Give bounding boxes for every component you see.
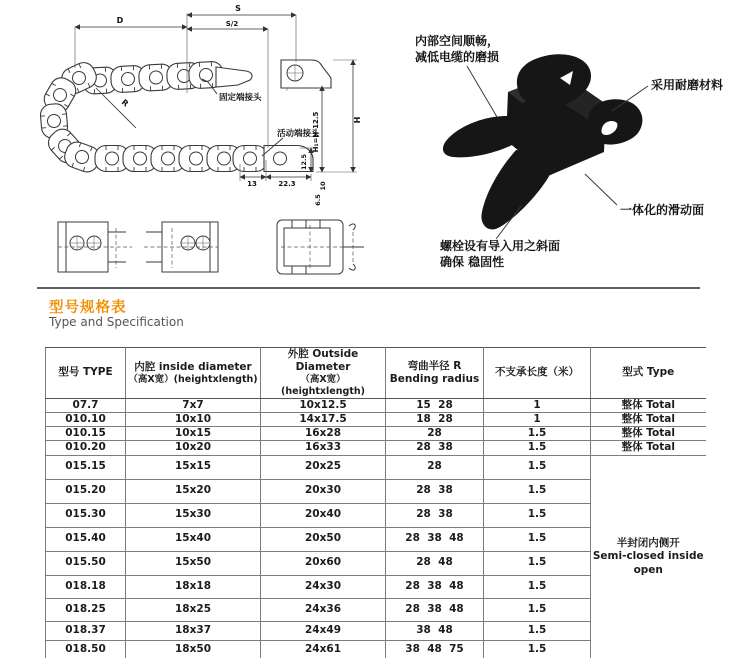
cell-bend-radius: 38 48 75: [386, 640, 484, 658]
product-photo: [443, 54, 642, 229]
cell-unsupported-length: 1.5: [484, 640, 591, 658]
cell-inner-size: 18x37: [126, 621, 261, 640]
table-header-row: [46, 348, 706, 399]
section-title-en: Type and Specification: [49, 315, 184, 329]
annotation-smooth-interior-line1: 内部空间顺畅，: [415, 34, 500, 48]
cell-bend-radius: 28 38: [386, 479, 484, 503]
cell-unsupported-length: 1.5: [484, 621, 591, 640]
cell-bend-radius: 28 38 48: [386, 575, 484, 598]
table-row: [46, 413, 706, 427]
section-divider: [37, 287, 700, 289]
fixed-end-label: 固定端接头: [219, 93, 262, 103]
cell-bend-radius: 28 48: [386, 551, 484, 575]
cell-outer-size: 16x28: [261, 427, 386, 441]
cell-bend-radius: 28 38 48: [386, 598, 484, 621]
cell-unsupported-length: 1: [484, 413, 591, 427]
technical-drawings: [0, 0, 730, 292]
cell-model: 015.50: [46, 551, 126, 575]
cell-model: 015.15: [46, 455, 126, 479]
cross-section-1: [58, 222, 132, 272]
cell-form-type: 整体 Total: [591, 427, 706, 441]
cell-bend-radius: 18 28: [386, 413, 484, 427]
cross-sections: [58, 220, 364, 274]
cell-outer-size: 16x33: [261, 441, 386, 455]
cell-model: 010.20: [46, 441, 126, 455]
dimension-annotations: [75, 4, 362, 206]
dim-label-13: 13: [247, 180, 257, 188]
dim-label-10: 10: [319, 181, 327, 191]
cell-inner-size: 7x7: [126, 399, 261, 413]
cell-model: 010.10: [46, 413, 126, 427]
cell-model: 018.25: [46, 598, 126, 621]
cell-inner-size: 18x18: [126, 575, 261, 598]
dim-label-r: R: [119, 97, 131, 109]
cell-model: 018.18: [46, 575, 126, 598]
mounting-bracket-detail: [281, 60, 331, 91]
cell-unsupported-length: 1.5: [484, 503, 591, 527]
merged-type-cn: 半封闭内侧开: [616, 537, 680, 550]
cell-outer-size: 14x17.5: [261, 413, 386, 427]
annotation-wear-resistant: 采用耐磨材料: [651, 78, 724, 92]
cell-inner-size: 18x25: [126, 598, 261, 621]
cell-unsupported-length: 1.5: [484, 441, 591, 455]
cell-model: 015.30: [46, 503, 126, 527]
dim-label-d: D: [116, 16, 124, 25]
header-outer-diameter: [261, 348, 386, 399]
cell-form-type: 整体 Total: [591, 413, 706, 427]
cell-inner-size: 18x50: [126, 640, 261, 658]
cell-inner-size: 15x15: [126, 455, 261, 479]
table-row: [46, 441, 706, 455]
cell-outer-size: 20x30: [261, 479, 386, 503]
cell-model: 010.15: [46, 427, 126, 441]
table-row: [46, 455, 706, 479]
cross-section-2: [144, 222, 218, 272]
cell-form-type-merged: [591, 455, 706, 658]
header-form-type: 型式 Type: [591, 348, 706, 399]
cell-bend-radius: 28: [386, 427, 484, 441]
cell-unsupported-length: 1.5: [484, 427, 591, 441]
cell-inner-size: 15x40: [126, 527, 261, 551]
table-row: [46, 399, 706, 413]
cell-bend-radius: 28: [386, 455, 484, 479]
fixed-end-bracket: [216, 67, 252, 87]
cell-unsupported-length: 1.5: [484, 527, 591, 551]
header-radius-line2: Bending radius: [389, 373, 480, 385]
dim-label-h: H: [353, 116, 362, 124]
drag-chain-side-view: [40, 59, 331, 175]
annotation-smooth-interior-line2: 减低电缆的磨损: [415, 50, 500, 64]
cell-outer-size: 24x36: [261, 598, 386, 621]
cell-bend-radius: 38 48: [386, 621, 484, 640]
cell-unsupported-length: 1: [484, 399, 591, 413]
header-unsupported-length: 不支承长度（米）: [484, 348, 591, 399]
cell-inner-size: 15x50: [126, 551, 261, 575]
header-radius-line1: 弯曲半径 R: [407, 359, 462, 372]
cell-bend-radius: 28 38 48: [386, 527, 484, 551]
section-title-cn: 型号规格表: [49, 300, 127, 316]
cell-unsupported-length: 1.5: [484, 575, 591, 598]
cell-bend-radius: 28 38: [386, 441, 484, 455]
dim-label-12-5: 12.5: [300, 153, 308, 171]
cell-form-type: 整体 Total: [591, 399, 706, 413]
cell-model: 018.37: [46, 621, 126, 640]
spec-table: [45, 347, 706, 658]
cell-unsupported-length: 1.5: [484, 598, 591, 621]
table-row: [46, 427, 706, 441]
cell-outer-size: 10x12.5: [261, 399, 386, 413]
dim-label-s: S: [235, 4, 241, 13]
dim-label-6-5: 6.5: [314, 194, 322, 206]
header-model: 型号 TYPE: [46, 348, 126, 399]
cell-model: 07.7: [46, 399, 126, 413]
cell-outer-size: 20x60: [261, 551, 386, 575]
cell-outer-size: 24x49: [261, 621, 386, 640]
cell-inner-size: 15x30: [126, 503, 261, 527]
header-bending-radius: [386, 348, 484, 399]
cell-model: 015.40: [46, 527, 126, 551]
cell-model: 018.50: [46, 640, 126, 658]
cell-outer-size: 20x50: [261, 527, 386, 551]
cell-bend-radius: 28 38: [386, 503, 484, 527]
merged-type-en: Semi-closed inside open: [592, 550, 704, 576]
cell-outer-size: 20x25: [261, 455, 386, 479]
cell-form-type: 整体 Total: [591, 441, 706, 455]
cell-bend-radius: 15 28: [386, 399, 484, 413]
cell-inner-size: 15x20: [126, 479, 261, 503]
header-inner-line1: 内腔 inside diameter: [134, 360, 252, 373]
cell-inner-size: 10x10: [126, 413, 261, 427]
cell-outer-size: 24x30: [261, 575, 386, 598]
movable-end-label: 活动端接头: [277, 129, 320, 139]
cross-section-3: [277, 220, 364, 274]
cell-unsupported-length: 1.5: [484, 479, 591, 503]
dim-label-22-3: 22.3: [278, 180, 296, 188]
annotation-bolt-chamfer-line2: 确保 稳固性: [440, 255, 505, 269]
header-outer-line2: （高X宽）(heightxlength): [281, 374, 365, 398]
header-inner-diameter: [126, 348, 261, 399]
header-outer-line1: 外腔 Outside Diameter: [287, 348, 359, 374]
cell-inner-size: 10x15: [126, 427, 261, 441]
cell-outer-size: 24x61: [261, 640, 386, 658]
dim-label-s2: S/2: [225, 20, 239, 28]
annotation-sliding-surface: 一体化的滑动面: [620, 203, 705, 217]
cell-model: 015.20: [46, 479, 126, 503]
cell-unsupported-length: 1.5: [484, 455, 591, 479]
annotation-bolt-chamfer-line1: 螺栓设有导入用之斜面: [440, 239, 561, 253]
dim-label-h1: H₁=H-12.5: [312, 111, 320, 153]
header-inner-line2: （高X宽）(heightxlength): [128, 373, 258, 385]
cell-unsupported-length: 1.5: [484, 551, 591, 575]
cell-inner-size: 10x20: [126, 441, 261, 455]
cell-outer-size: 20x40: [261, 503, 386, 527]
